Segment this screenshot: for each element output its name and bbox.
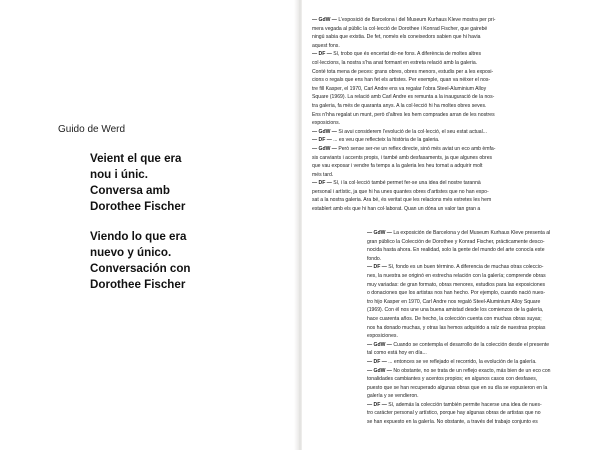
text-line: aquest fons. bbox=[312, 42, 340, 49]
title-catalan-line: Veient el que era bbox=[90, 152, 182, 165]
text-line: se han expuesto en la galería. No obstante, a través del trabajo conjunto es bbox=[367, 419, 538, 426]
text-line: mera vegada al públic la col·lecció de Dorothee i Konrad Fischer, que gairebé bbox=[312, 25, 488, 32]
text-line: gran público la Colección de Dorothee y Konrad Fischer, prácticamente desco- bbox=[367, 238, 545, 245]
text-line: — GdW — Si avui considerem l’evolució de la col·lecció, el seu estat actual... bbox=[312, 128, 487, 135]
title-spanish-line: Viendo lo que era bbox=[90, 230, 187, 243]
text-line: cions o regals que ens han fet els artistes. Per exemple, quan va néixer el nos- bbox=[312, 77, 491, 84]
text-line: tra galeria, fa més de quaranta anys. A la col·lecció hi ha moltes obres seves. bbox=[312, 102, 487, 109]
title-catalan-line: Dorothee Fischer bbox=[90, 200, 186, 213]
spanish-interview-text bbox=[367, 229, 550, 427]
text-line: tro carácter personal y artístico, porque hay algunas obras de artistas que no bbox=[367, 410, 541, 417]
title-spanish-line: nuevo y único. bbox=[90, 246, 172, 259]
text-line: tre fill Kasper, el 1970, Carl Andre ens va regalar l’obra Steel-Aluminium Alloy bbox=[312, 85, 487, 92]
text-line: — DF — Sí, i la col·lecció també permet fer-se una idea del nostre tarannà bbox=[312, 180, 481, 187]
text-line: galería y se vendieron. bbox=[367, 393, 419, 400]
text-line: més tard. bbox=[312, 171, 334, 178]
text-line: puesto que se han recuperado algunas obras que en su día se expusieron en la bbox=[367, 384, 548, 391]
text-line: tro hijo Kasper en 1970, Carl Andre nos regaló Steel-Aluminium Alloy Square bbox=[367, 298, 541, 305]
text-line: muy variadas: de gran formato, obras menores, estudios para las exposiciones bbox=[367, 281, 546, 288]
text-line: — DF — Sí, trobo que és encertat dir-ne fons. A diferència de moltes altres bbox=[312, 51, 482, 58]
title-catalan-line: nou i únic. bbox=[90, 168, 148, 181]
text-line: — DF — ... entonces se ve reflejado el recorrido, la evolución de la galería. bbox=[367, 358, 537, 365]
text-line: — GdW — La exposición de Barcelona y del Museum Kurhaus Kleve presenta al bbox=[367, 230, 551, 236]
text-line: Conté tota mena de peces: grans obres, obres menors, estudis per a les exposi- bbox=[312, 68, 494, 75]
text-line: Ens n’hha regalat un munt, però d’altres les hem comprades arran de les nostres bbox=[312, 111, 495, 118]
text-line: nos ha donado muchas, y otras las hemos adquirido a raíz de nuestras propias bbox=[367, 324, 546, 331]
text-line: — GdW — Però sense ser-ne un reflex directe, sinó més aviat un eco amb èmfa- bbox=[312, 145, 496, 152]
title-catalan bbox=[90, 151, 185, 215]
text-line: establert amb els que hi han col·laborat. Quan un dóna un valor tan gran a bbox=[312, 206, 481, 213]
text-line: col·leccions, la nostra s’ha anat formant en estreta relació amb la galeria. bbox=[312, 59, 478, 66]
text-line: fondo. bbox=[367, 255, 382, 262]
text-line: — GdW — No obstante, no se trata de un reflejo exacto, más bien de un eco con bbox=[367, 367, 551, 374]
text-line: sat a la nostra galeria. Ara bé, és veritat que les relacions més estretes les hem bbox=[312, 197, 492, 204]
text-line: exposicions. bbox=[312, 120, 341, 127]
text-line: tonalidades cambiantes y acentos propios; en algunos casos con desfases, bbox=[367, 376, 538, 383]
text-line: — DF — ... es veu que reflecteix la història de la galeria. bbox=[312, 137, 440, 144]
text-line: tal como está hoy en día... bbox=[367, 350, 427, 357]
text-line: sis canviants i accents propis, i també amb desfasaments, ja que algunes obres bbox=[312, 154, 493, 161]
text-line: que vau exposar i vendre fa temps a la galeria les heu tornat a adquirir molt bbox=[312, 163, 483, 170]
title-catalan-line: Conversa amb bbox=[90, 184, 170, 197]
catalan-interview-text bbox=[312, 16, 495, 214]
text-line: nocida hasta ahora. En realidad, solo la gente del mundo del arte conocía este bbox=[367, 247, 545, 254]
author-name: Guido de Werd bbox=[58, 124, 126, 135]
text-line: Square (1969). La relació amb Carl Andre es remunta a la inauguració de la nos- bbox=[312, 94, 495, 101]
title-spanish-line: Dorothee Fischer bbox=[90, 278, 186, 291]
text-line: ningú sabia que existia. De fet, només els coneixedors sabien que hi havia bbox=[312, 34, 481, 41]
text-line: nes, la nuestra se originó en estrecha relación con la galería; comprende obras bbox=[367, 272, 546, 279]
text-line: — DF — Sí, fondo es un buen término. A diferencia de muchas otras coleccio- bbox=[367, 264, 544, 271]
text-line: o donaciones que los artistas nos han hecho. Por ejemplo, cuando nació nues- bbox=[367, 290, 546, 297]
text-line: — GdW — Cuando se contempla el desarrollo de la colección desde el presente bbox=[367, 341, 550, 348]
title-spanish bbox=[90, 229, 191, 293]
text-line: (1969). Con él nos une una buena amistad desde los comienzos de la galería, bbox=[367, 307, 544, 314]
text-line: exposiciones. bbox=[367, 333, 398, 340]
text-line: personal i artístic, ja que hi ha unes quantes obres d’artistes que no han expo- bbox=[312, 188, 489, 195]
text-line: — GdW — L’exposició de Barcelona i del Museum Kurhaus Kleve mostra per pri- bbox=[312, 17, 496, 23]
text-line: hace cuarenta años. De hecho, la colección cuenta con muchas obras suyas; bbox=[367, 315, 542, 322]
title-spanish-line: Conversación con bbox=[90, 262, 191, 275]
text-line: — DF — Sí, además la colección también permite hacerse una idea de nues- bbox=[367, 401, 542, 408]
